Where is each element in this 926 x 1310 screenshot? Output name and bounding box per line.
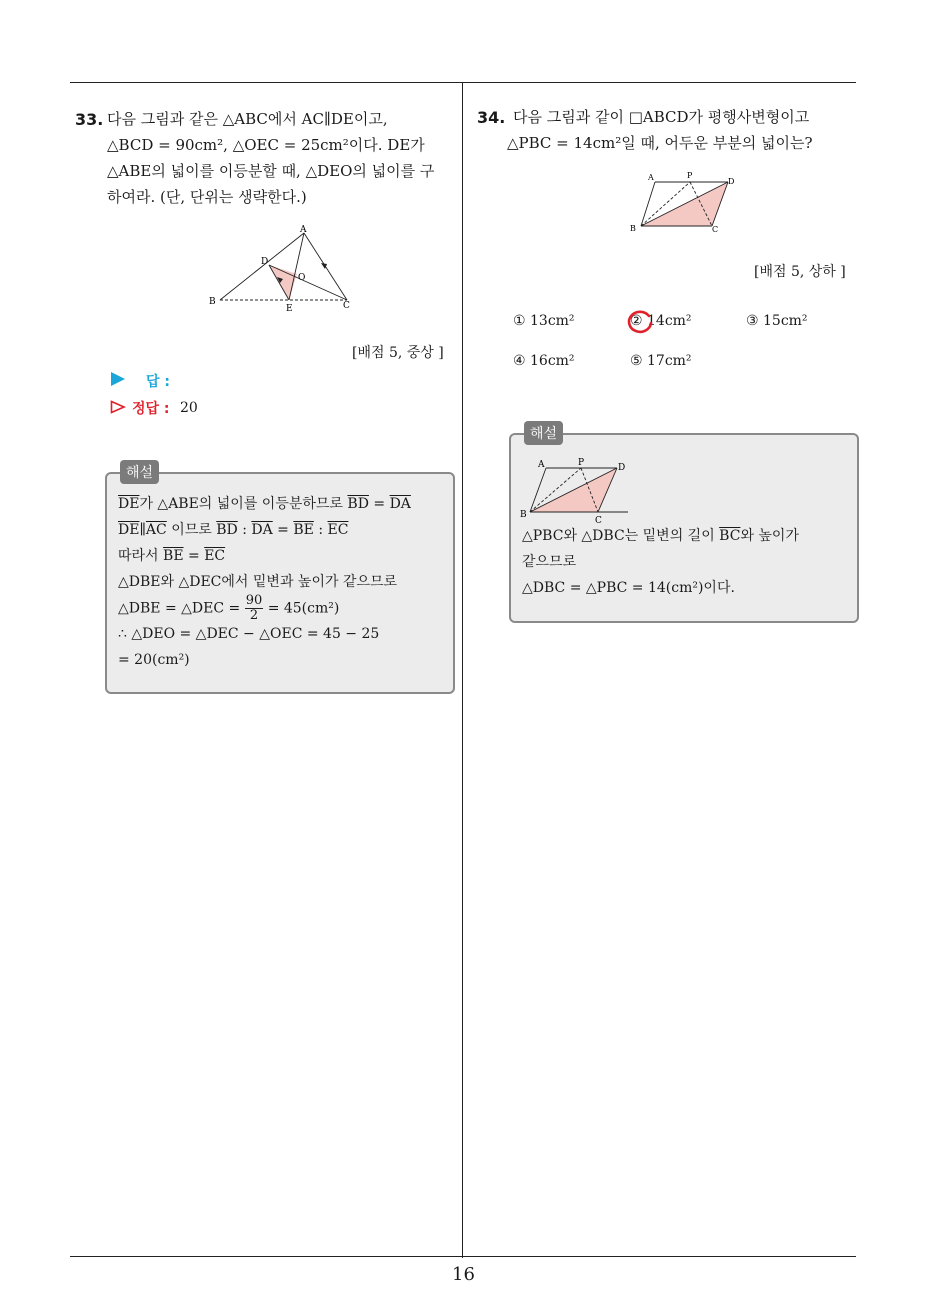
page-number: 16: [452, 1264, 475, 1285]
q33-label-a: A: [300, 225, 307, 235]
q34-fig-label-c: C: [712, 225, 719, 232]
q34-sol-label-b: B: [520, 510, 527, 520]
q33-solution-line7: = 20(cm²): [118, 652, 190, 668]
q34-choice-4[interactable]: ④ 16cm²: [513, 353, 575, 369]
top-rule: [70, 82, 856, 83]
sol-seg-da: $\overline{DA}$: [389, 496, 411, 512]
q33-label-o: O: [298, 273, 306, 283]
q33-label-c: C: [343, 301, 350, 311]
q33-solution-line2: $\overline{DE}\parallel\overline{AC}$ 이므로 $\overline{BD}$ : $\overline{DA} = \overline{BE}$ : $\overline{EC}$: [118, 522, 349, 538]
q34-sol-label-d: D: [618, 463, 626, 473]
q33-label-d: D: [261, 257, 269, 267]
q34-solution-line1: △PBC와 △DBC는 밑변의 길이 $\overline{BC}$와 높이가: [522, 528, 799, 544]
sol-seg-bc: $\overline{BC}$: [719, 528, 741, 544]
q34-sol-label-a: A: [538, 460, 545, 470]
q34-fig-label-p: P: [687, 171, 693, 180]
q33-score: [배점 5, 중상 ]: [352, 345, 444, 361]
q33-line2: △BCD = 90cm², △OEC = 25cm²이다. DE가: [107, 136, 425, 154]
q34-fig-label-b: B: [630, 224, 636, 232]
q34-figure: [628, 170, 740, 232]
q34-sol-label-p: P: [578, 458, 585, 468]
q34-choice-3[interactable]: ③ 15cm²: [746, 313, 808, 329]
q34-question: [507, 104, 863, 156]
q34-fig-label-d: D: [728, 177, 735, 186]
q33-solution-line4: △DBE와 △DEC에서 밑변과 높이가 같으므로: [118, 574, 398, 590]
q33-line3: △ABE의 넓이를 이등분할 때, △DEO의 넓이를 구: [107, 162, 435, 180]
q33-question: [107, 106, 457, 210]
selected-circle-icon: [624, 308, 654, 336]
q34-solution-line3: △DBC = △PBC = 14(cm²)이다.: [522, 580, 735, 596]
q34-sol-label-c: C: [595, 516, 602, 526]
q33-label-b: B: [209, 297, 216, 307]
sol-seg-bd: $\overline{BD}$: [347, 496, 369, 512]
q34-choice-2[interactable]: ② 14cm²: [630, 313, 692, 329]
q34-solution-line2: 같으므로: [522, 554, 577, 570]
q33-solution-tag: 해설: [120, 460, 159, 484]
q34-solution-tag: 해설: [524, 421, 563, 445]
q33-answer-label: 답 :: [146, 374, 170, 390]
q33-solution-line1: $\overline{DE}$가 △ABE의 넓이를 이등분하므로 $\overline{BD} = \overline{DA}$: [118, 496, 411, 512]
fraction-90-2: $\frac{90}{2}$: [245, 593, 263, 623]
sol-seg-de: $\overline{DE}$: [118, 496, 140, 512]
q34-choice-5[interactable]: ⑤ 17cm²: [630, 353, 692, 369]
q33-correct-value: 20: [180, 400, 198, 416]
outline-play-icon: [110, 400, 126, 414]
q34-solution-figure: [518, 456, 634, 526]
q33-solution-line5: △DBE = △DEC = $\frac{90}{2}$ = 45(cm²): [118, 593, 340, 623]
q33-figure: [205, 222, 355, 314]
q34-line1: 다음 그림과 같이 □ABCD가 평행사변형이고: [513, 108, 810, 126]
q34-score: [배점 5, 상하 ]: [754, 264, 846, 280]
q33-line1: 다음 그림과 같은 △ABC에서 AC∥DE이고,: [107, 110, 388, 128]
column-divider: [462, 83, 463, 1258]
q33-solution-line3: 따라서 $\overline{BE} = \overline{EC}$: [118, 548, 226, 564]
q33-correct-label: 정답 :: [132, 401, 170, 417]
play-icon: [110, 372, 126, 386]
q33-solution-line6: ∴ △DEO = △DEC − △OEC = 45 − 25: [118, 626, 380, 642]
q33-line4: 하여라. (단, 단위는 생략한다.): [107, 188, 307, 206]
q33-label-e: E: [286, 304, 293, 314]
q34-fig-label-a: A: [648, 173, 654, 182]
q33-number: 33.: [75, 110, 104, 129]
q34-choice-1[interactable]: ① 13cm²: [513, 313, 575, 329]
q34-line2: △PBC = 14cm²일 때, 어두운 부분의 넓이는?: [507, 134, 813, 152]
q34-number: 34.: [477, 108, 506, 127]
bottom-rule: [70, 1256, 856, 1257]
